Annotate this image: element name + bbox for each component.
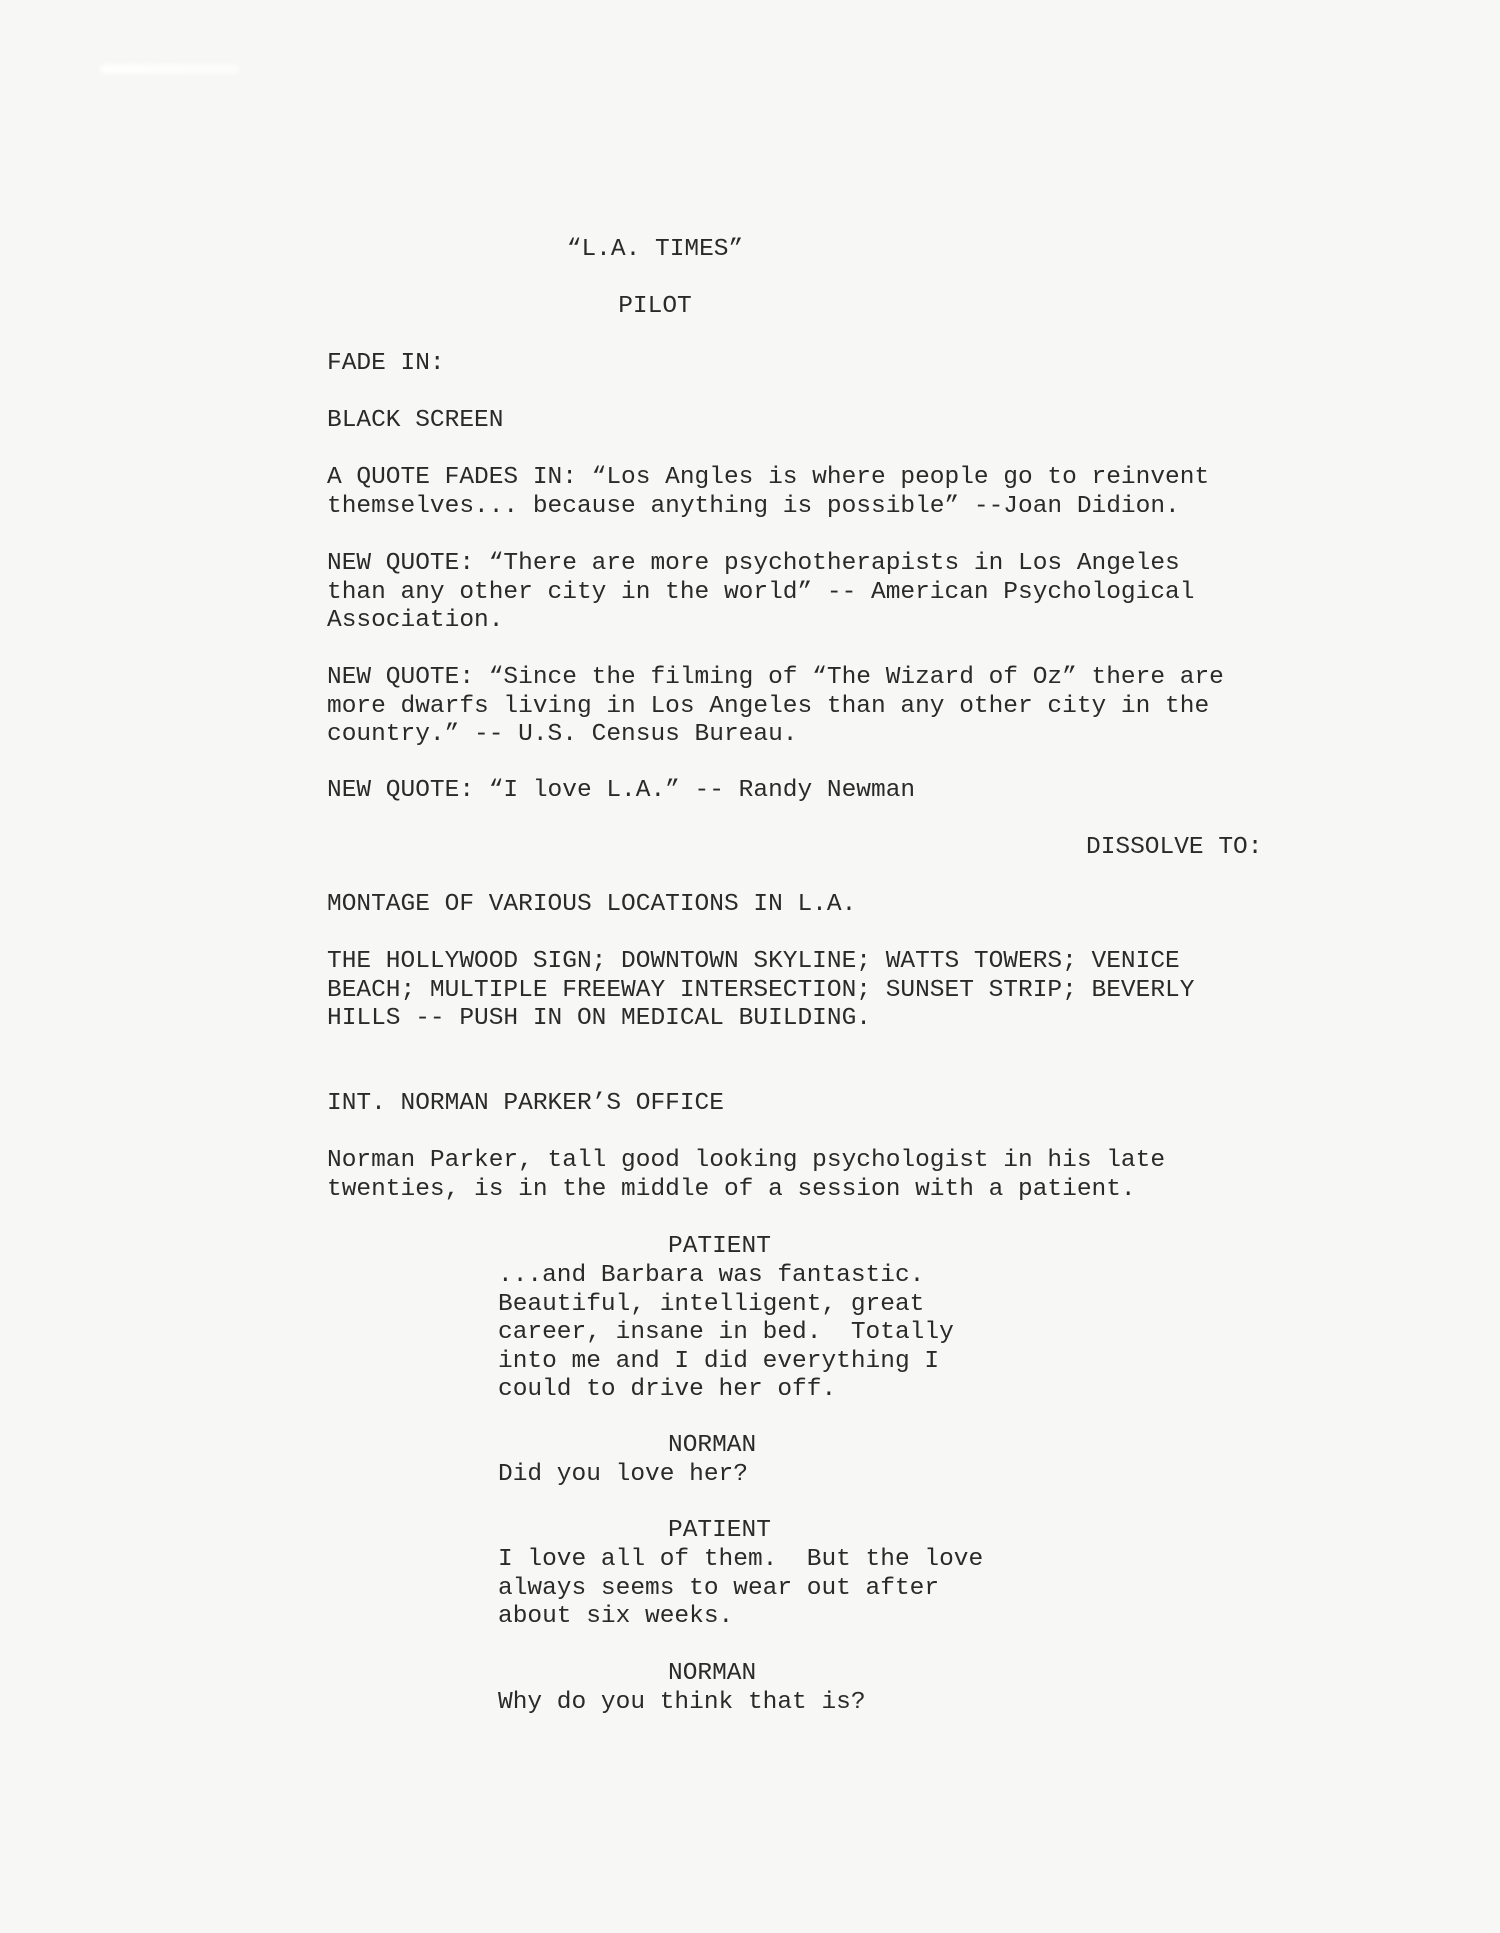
fade-in-transition: FADE IN: (327, 350, 445, 377)
montage-heading: MONTAGE OF VARIOUS LOCATIONS IN L.A. (327, 891, 857, 918)
dialogue-line: ...and Barbara was fantastic. Beautiful, intelligent, great career, insane in bed. Totally into me and I did everything I could to drive her off. (498, 1262, 954, 1403)
montage-locations: THE HOLLYWOOD SIGN; DOWNTOWN SKYLINE; WATTS TOWERS; VENICE BEACH; MULTIPLE FREEWAY INTERSECTION; SUNSET STRIP; BEVERLY HILLS -- PUSH IN ON MEDICAL BUILDING. (327, 948, 1195, 1032)
character-name: PATIENT (668, 1517, 771, 1544)
script-subtitle: PILOT (618, 293, 692, 320)
quote-3-action: NEW QUOTE: “Since the filming of “The Wizard of Oz” there are more dwarfs living in Los Angeles than any other city in the country.” -- U.S. Census Bureau. (327, 664, 1224, 748)
character-name: PATIENT (668, 1233, 771, 1260)
dialogue-line: Did you love her? (498, 1461, 748, 1488)
dialogue-line: Why do you think that is? (498, 1689, 866, 1716)
script-title: “L.A. TIMES” (566, 236, 744, 263)
scene-heading: INT. NORMAN PARKER’S OFFICE (327, 1090, 724, 1117)
character-name: NORMAN (668, 1660, 757, 1687)
scan-artifact (100, 64, 240, 74)
quote-1-action: A QUOTE FADES IN: “Los Angles is where people go to reinvent themselves... because anything is possible” --Joan Didion. (327, 464, 1210, 520)
action-description: Norman Parker, tall good looking psychologist in his late twenties, is in the middle of a session with a patient. (327, 1147, 1166, 1203)
quote-2-action: NEW QUOTE: “There are more psychotherapists in Los Angeles than any other city in the world” -- American Psychological Association. (327, 550, 1195, 634)
dissolve-transition: DISSOLVE TO: (1086, 834, 1263, 861)
quote-4-action: NEW QUOTE: “I love L.A.” -- Randy Newman (327, 777, 916, 804)
character-name: NORMAN (668, 1432, 757, 1459)
black-screen-action: BLACK SCREEN (327, 407, 504, 434)
dialogue-line: I love all of them. But the love always seems to wear out after about six weeks. (498, 1546, 984, 1630)
